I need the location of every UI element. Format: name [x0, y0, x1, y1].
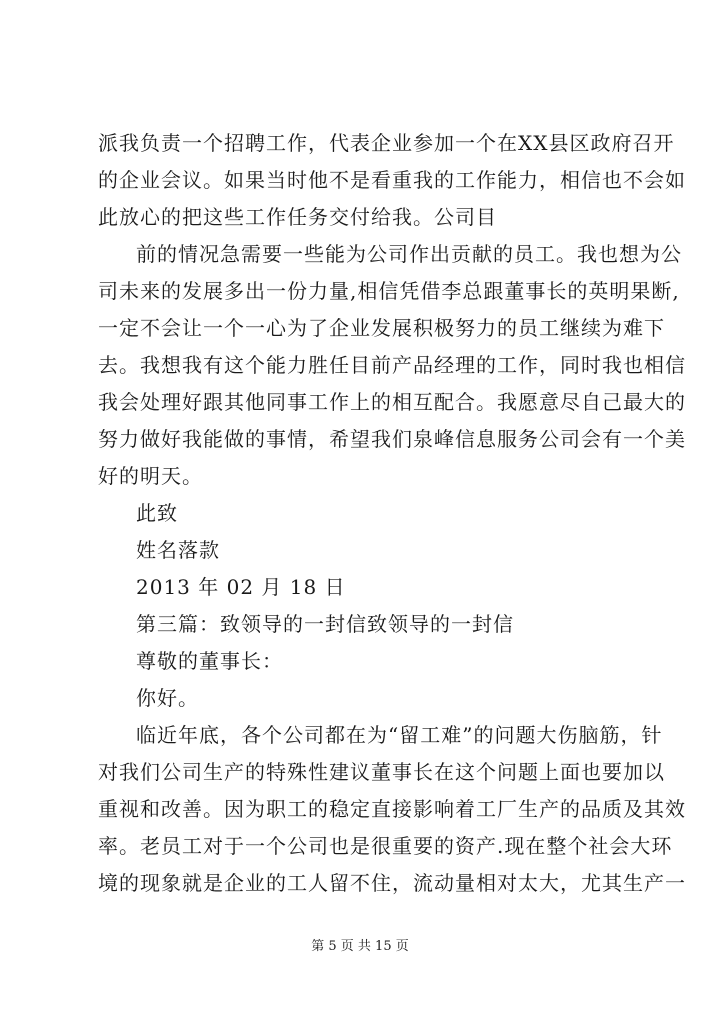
- paragraph-line: 率。老员工对于一个公司也是很重要的资产.现在整个社会大环: [98, 834, 673, 858]
- paragraph-line: 司未来的发展多出一份力量,相信凭借李总跟董事长的英明果断,: [98, 279, 680, 303]
- paragraph-line: 对我们公司生产的特殊性建议董事长在这个问题上面也要加以: [98, 760, 665, 784]
- paragraph-line: 我会处理好跟其他同事工作上的相互配合。我愿意尽自己最大的: [98, 390, 686, 414]
- paragraph-line: 临近年底，各个公司都在为“留工难”的问题大伤脑筋，针: [136, 723, 663, 747]
- paragraph-line: 境的现象就是企业的工人留不住，流动量相对太大，尤其生产一: [98, 871, 686, 895]
- paragraph-line: 派我负责一个招聘工作，代表企业参加一个在XX县区政府召开: [98, 131, 675, 155]
- paragraph-line: 努力做好我能做的事情，希望我们泉峰信息服务公司会有一个美: [98, 427, 686, 451]
- date-line: 2013 年 02 月 18 日: [136, 575, 346, 599]
- paragraph-line: 好的明天。: [98, 464, 203, 488]
- greeting-line: 你好。: [136, 686, 199, 710]
- closing-line: 此致: [136, 501, 178, 525]
- page-number-footer: 第 5 页 共 15 页: [311, 939, 409, 954]
- paragraph-line: 前的情况急需要一些能为公司作出贡献的员工。我也想为公: [136, 242, 682, 266]
- salutation-line: 尊敬的董事长：: [136, 649, 283, 673]
- paragraph-line: 的企业会议。如果当时他不是看重我的工作能力，相信也不会如: [98, 168, 686, 192]
- paragraph-line: 去。我想我有这个能力胜任目前产品经理的工作，同时我也相信: [98, 353, 686, 377]
- signature-line: 姓名落款: [136, 538, 220, 562]
- paragraph-line: 此放心的把这些工作任务交付给我。公司目: [98, 205, 497, 229]
- paragraph-line: 重视和改善。因为职工的稳定直接影响着工厂生产的品质及其效: [98, 797, 686, 821]
- paragraph-line: 一定不会让一个一心为了企业发展积极努力的员工继续为难下: [98, 316, 665, 340]
- section-title: 第三篇：致领导的一封信致领导的一封信: [136, 612, 514, 636]
